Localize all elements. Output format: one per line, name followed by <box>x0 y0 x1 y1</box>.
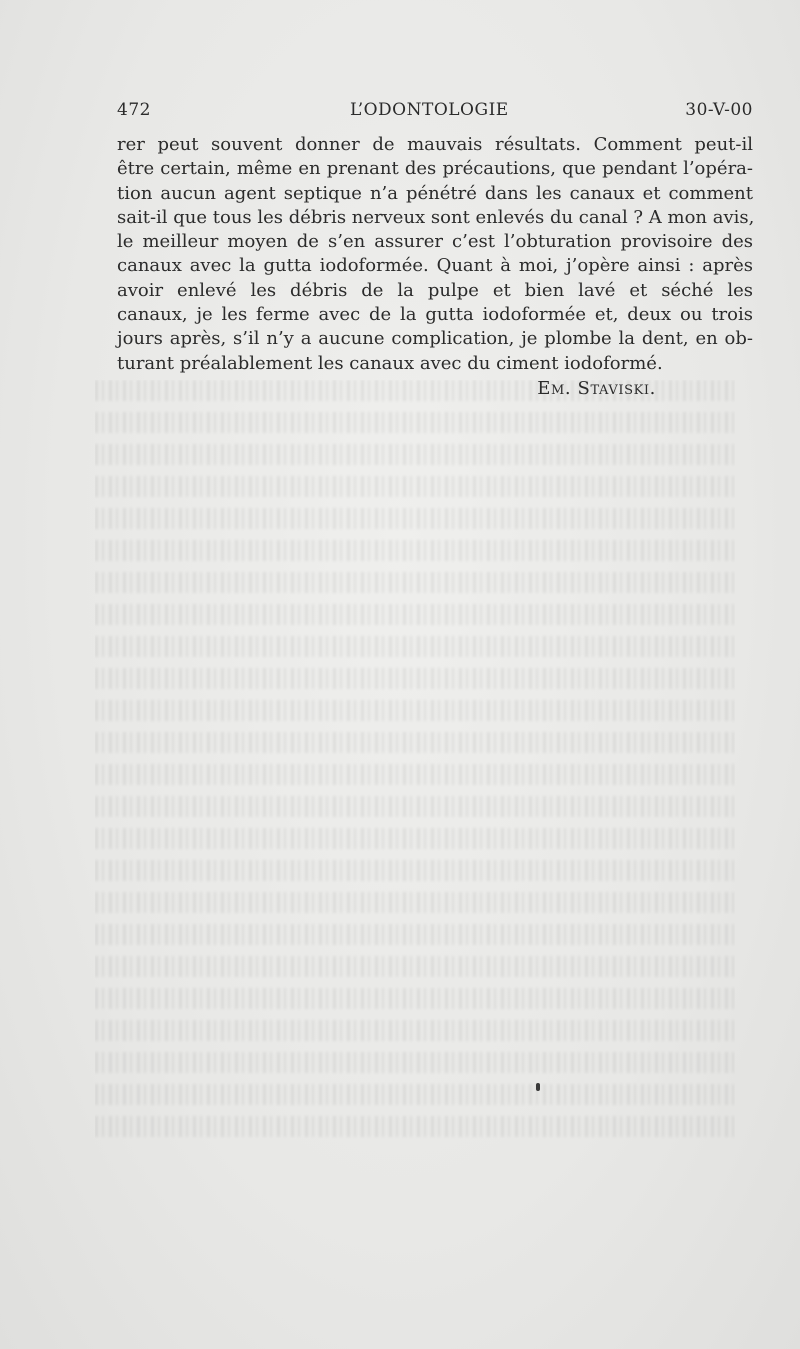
text-line: être certain, même en prenant des précautions, que pendant l’opéra- <box>117 158 753 180</box>
body-paragraph <box>117 133 753 376</box>
text-line: canaux, je les ferme avec de la gutta iodoformée et, deux ou trois <box>117 304 753 326</box>
text-line: avoir enlevé les débris de la pulpe et bien lavé et séché les <box>117 279 753 301</box>
bleed-through-text <box>95 380 735 1160</box>
text-line: rer peut souvent donner de mauvais résultats. Comment peut-il <box>117 134 753 155</box>
issue-date: 30-V-00 <box>685 100 753 120</box>
text-line: turant préalablement les canaux avec du ciment iodoformé. <box>117 352 663 374</box>
author-signature: Em. Staviski. <box>537 378 656 399</box>
running-title: L’ODONTOLOGIE <box>350 100 509 120</box>
text-line: canaux avec la gutta iodoformée. Quant à moi, j’opère ainsi : après <box>117 255 753 277</box>
text-line: jours après, s’il n’y a aucune complication, je plombe la dent, en ob- <box>117 328 753 350</box>
text-line: sait-il que tous les débris nerveux sont enlevés du canal ? A mon avis, <box>117 206 755 228</box>
text-line: tion aucun agent septique n’a pénétré dans les canaux et comment <box>117 182 753 204</box>
ink-speck <box>536 1083 540 1091</box>
page-number: 472 <box>117 100 151 120</box>
running-header <box>117 100 753 124</box>
text-line: le meilleur moyen de s’en assurer c’est l’obturation provisoire des <box>117 231 753 253</box>
